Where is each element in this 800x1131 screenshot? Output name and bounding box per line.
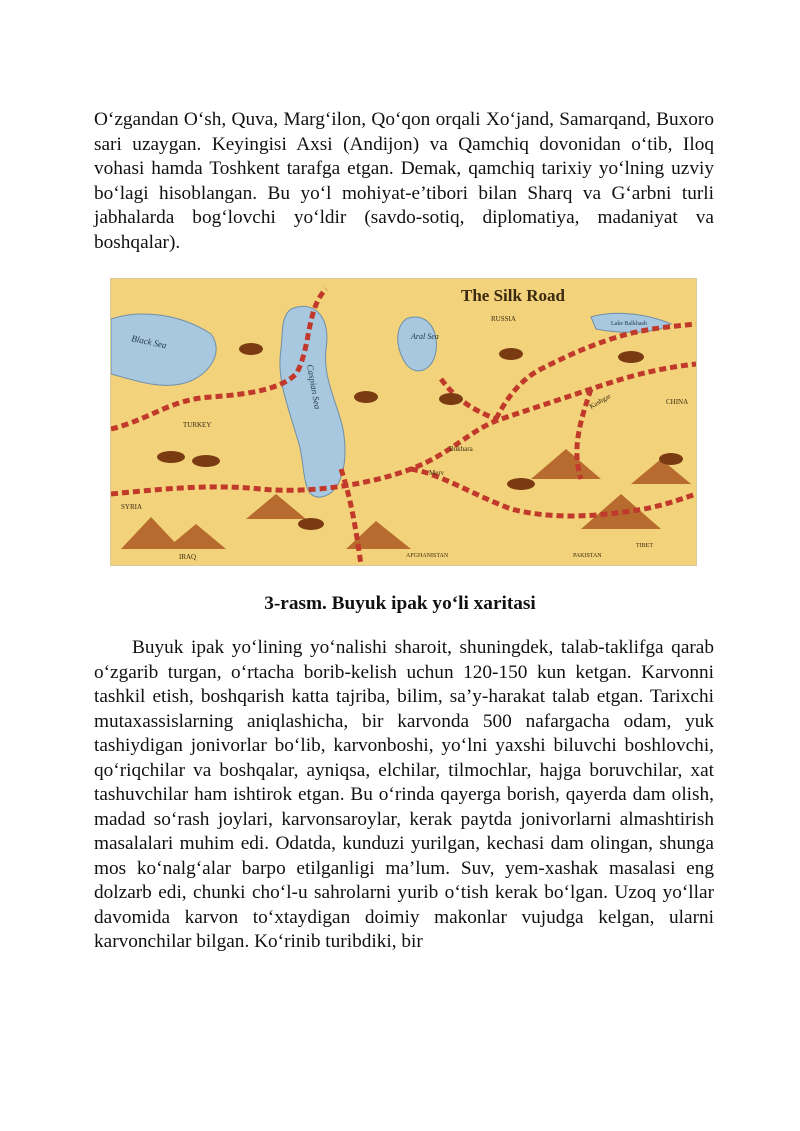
label-pakistan: PAKISTAN <box>573 553 602 559</box>
label-aral-sea: Aral Sea <box>411 332 439 341</box>
label-lake-balkhash: Lake Balkhash <box>611 321 647 327</box>
label-kashgar: Kashgar <box>588 392 613 411</box>
label-bukhara: Bukhara <box>449 445 473 453</box>
label-syria: SYRIA <box>121 503 143 511</box>
label-merv: Merv <box>429 469 445 477</box>
label-russia: RUSSIA <box>491 315 516 323</box>
map-illustration <box>111 279 696 565</box>
label-iraq: IRAQ <box>179 553 197 561</box>
label-afghanistan: AFGHANISTAN <box>406 553 449 559</box>
map-title: The Silk Road <box>461 286 565 305</box>
paragraph-caravan: Buyuk ipak yo‘lining yo‘nalishi sharoit, shuningdek, talab-taklifga qarab o‘zgarib turgan, o‘rtacha borib-kelish uchun 120-150 kun ketgan. Karvonni tashkil etish, boshqarish katta tajriba, bilim, sa’y-harakat talab etgan. Tarixchi mutaxassislarning aniqlashicha, bir karvonda 500 nafargacha odam, yuk tashiydigan jonivorlar bo‘lib, karvonboshi, yo‘lni yaxshi biluvchi boshlovchi, qo‘riqchilar va boshqalar, ayniqsa, elchilar, tilmochlar, hajga boruvchilar, xat tashuvchilar ham ishtirok etgan. Bu o‘rinda qayerga borish, qayerda dam olish, madad so‘rash joylari, karvonsaroylar, kerak paytda jonivorlarni almashtirish masalalari muhim edi. Odatda, kunduzi yurilgan, kechasi dam olingan, shunga mos ko‘nalg‘alar barpo etilganligi ma’lum. Suv, yem-xashak masalasi eng dolzarb edi, chunki cho‘l-u sahrolarni yurib o‘tish kerak bo‘lgan. Uzoq yo‘llar davomida karvon to‘xtaydigan doimiy makonlar vujudga kelgan, ularni karvonchilar bilgan. Ko‘rinib turibdiki, bir <box>94 637 714 952</box>
label-caspian-sea: Caspian Sea <box>305 363 323 410</box>
label-turkey: TURKEY <box>183 421 212 429</box>
figure-caption: 3-rasm. Buyuk ipak yo‘li xaritasi <box>264 593 536 614</box>
label-china: CHINA <box>666 398 689 406</box>
silk-road-map <box>110 278 697 566</box>
paragraph-intro: O‘zgandan O‘sh, Quva, Marg‘ilon, Qo‘qon orqali Xo‘jand, Samarqand, Buxoro sari uzaygan. Keyingisi Axsi (Andijon) va Qamchiq dovonidan o‘tib, Iloq vohasi hamda Toshkent tarafga etgan. Demak, qamchiq tarixiy yo‘lning uzviy bo‘lagi hisoblangan. Bu yo‘l mohiyat-e’tibori bilan Sharq va G‘arbni turli jabhalarda bog‘lovchi yo‘ldir (savdo-sotiq, diplomatiya, madaniyat va boshqalar). <box>94 109 714 253</box>
label-black-sea: Black Sea <box>130 333 168 351</box>
label-tibet: TIBET <box>636 543 653 549</box>
